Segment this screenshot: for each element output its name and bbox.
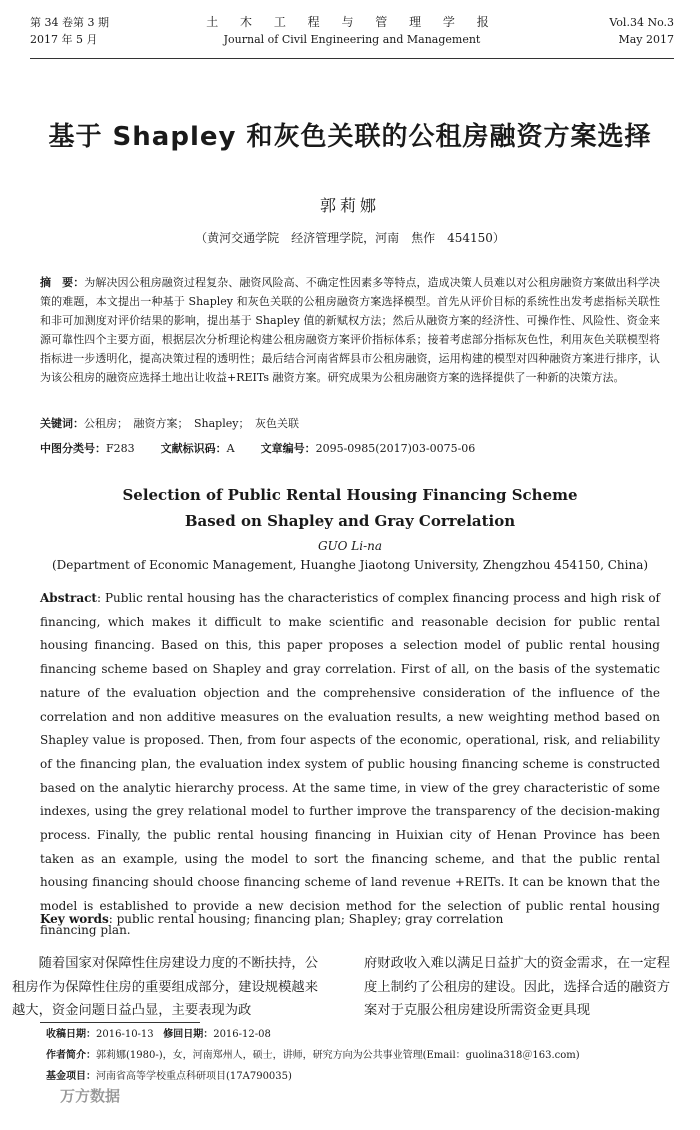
clc-value: F283 xyxy=(106,442,135,455)
running-header xyxy=(30,14,674,54)
article-number-label: 文章编号： xyxy=(260,442,316,455)
volume-issue-en: Vol.34 No.3 xyxy=(609,16,674,29)
revised-label: 修回日期： xyxy=(163,1029,214,1040)
paper-title-en-line1: Selection of Public Rental Housing Financing Scheme xyxy=(122,486,578,504)
keywords-en-label: Key words xyxy=(40,912,109,926)
abstract-en xyxy=(40,587,660,943)
article-number-value: 2095-0985(2017)03-0075-06 xyxy=(315,442,476,455)
journal-name xyxy=(30,14,674,48)
keywords-zh xyxy=(40,414,660,433)
abstract-zh xyxy=(40,273,660,387)
abstract-zh-text: 为解决因公租房融资过程复杂、融资风险高、不确定性因素多等特点，造成决策人员难以对公租房融资方案做出科学决策的难题，本文提出一种基于 Shapley 和灰色关联的公租房融资方案选择模型。首先从评价目标的系统性出发考虑指标关联性和非可加测度对评价结果的影响，提出基于 Shapley 值的新赋权方法；然后从融资方案的经济性、可操作性、风险性、资金来源可靠性四个主要方面，根据层次分析理论构建公租房融资方案评价指标体系；接着考虑部分指标灰色性，利用灰色关联模型将指标进一步透明化，提高决策过程的透明性；最后结合河南省辉县市公租房融资，运用构建的模型对四种融资方案进行排序，认为该公租房的融资应选择土地出让收益+REITs 融资方案。研究成果为公租房融资方案的选择提供了一种新的决策方法。 xyxy=(40,276,661,384)
keywords-zh-label: 关键词： xyxy=(40,417,84,430)
footnote-divider xyxy=(40,1022,200,1023)
affiliation-zh: （黄河交通学院 经济管理学院，河南 焦作 454150） xyxy=(195,231,505,245)
body-column-left: 随着国家对保障性住房建设力度的不断扶持，公租房作为保障性住房的重要组成部分，建设规模越来越大，资金问题日益凸显，主要表现为政 xyxy=(12,956,318,1018)
paper-title-en-line2: Based on Shapley and Gray Correlation xyxy=(184,512,516,530)
received-value: 2016-10-13 xyxy=(96,1029,154,1040)
watermark-logo: 万方数据 xyxy=(60,1087,121,1105)
received-label: 收稿日期： xyxy=(46,1029,96,1040)
paper-title-zh: 基于 Shapley 和灰色关联的公租房融资方案选择 xyxy=(48,122,652,152)
keywords-zh-text: 公租房； 融资方案； Shapley； 灰色关联 xyxy=(84,417,299,430)
abstract-zh-label: 摘 要： xyxy=(40,276,85,289)
journal-name-zh: 土 木 工 程 与 管 理 学 报 xyxy=(206,15,498,29)
abstract-en-text: : Public rental housing has the characteristics of complex financing process and high risk of financing, which makes it difficult to make scientific and reasonable decision for public rental housing financing. Based on this, this paper proposes a selection model of public rental housing financing scheme based on Shapley and gray correlation. First of all, on the basis of the systematic nature of the evaluation objection and the comprehensive consideration of the influence of the correlation and non additive measures on the evaluation results, a new weighting method based on Shapley value is proposed. Then, from four aspects of the economic, operational, risk, and reliability of the financing plan, the evaluation index system of public housing financing scheme is constructed based on the analytic hierarchy process. At the same time, in view of the grey characteristic of some indexes, using the grey relational model to further improve the transparency of the decision-making process. Finally, the public rental housing financing in Huixian city of Henan Province has been taken as an example, using the model to sort the financing scheme, and that the public rental housing financing should choose financing scheme of land revenue +REITs. It can be known that the model is established to provide a new decision method for the selection of public rental housing financing plan. xyxy=(40,591,660,937)
bio-value: 郭莉娜(1980-)，女，河南郑州人，硕士，讲师，研究方向为公共事业管理(Email：guolina318＠163.com) xyxy=(96,1050,580,1061)
abstract-en-label: Abstract xyxy=(40,591,97,605)
body-column-right: 府财政收入难以满足日益扩大的资金需求，在一定程度上制约了公租房的建设。因此，选择合适的融资方案对于克服公租房建设所需资金更具现 xyxy=(364,956,670,1018)
doc-code-value: A xyxy=(226,442,235,455)
footnote-dates xyxy=(46,1028,271,1042)
author-en: GUO Li-na xyxy=(317,539,383,553)
clc-label: 中图分类号： xyxy=(40,442,106,455)
keywords-en xyxy=(40,909,660,929)
footnote-fund xyxy=(46,1070,292,1084)
fund-value: 河南省高等学校重点科研项目(17A790035) xyxy=(96,1071,292,1082)
fund-label: 基金项目： xyxy=(46,1071,96,1082)
classification-line xyxy=(40,439,660,458)
volume-issue: 第 34 卷第 3 期 xyxy=(30,16,109,29)
bio-label: 作者简介： xyxy=(46,1050,96,1061)
header-divider xyxy=(30,58,674,59)
issue-info-en xyxy=(609,14,674,48)
revised-value: 2016-12-08 xyxy=(213,1029,271,1040)
issue-date-en: May 2017 xyxy=(618,33,674,46)
footnote-author-bio xyxy=(46,1049,580,1063)
journal-name-en: Journal of Civil Engineering and Management xyxy=(223,33,481,46)
issue-date: 2017 年 5 月 xyxy=(30,33,98,46)
author-zh: 郭莉娜 xyxy=(319,196,380,215)
keywords-en-text: : public rental housing; financing plan; Shapley; gray correlation xyxy=(108,912,504,926)
doc-code-label: 文献标识码： xyxy=(160,442,227,455)
affiliation-en: (Department of Economic Management, Huanghe Jiaotong University, Zhengzhou 454150, China) xyxy=(51,558,649,572)
